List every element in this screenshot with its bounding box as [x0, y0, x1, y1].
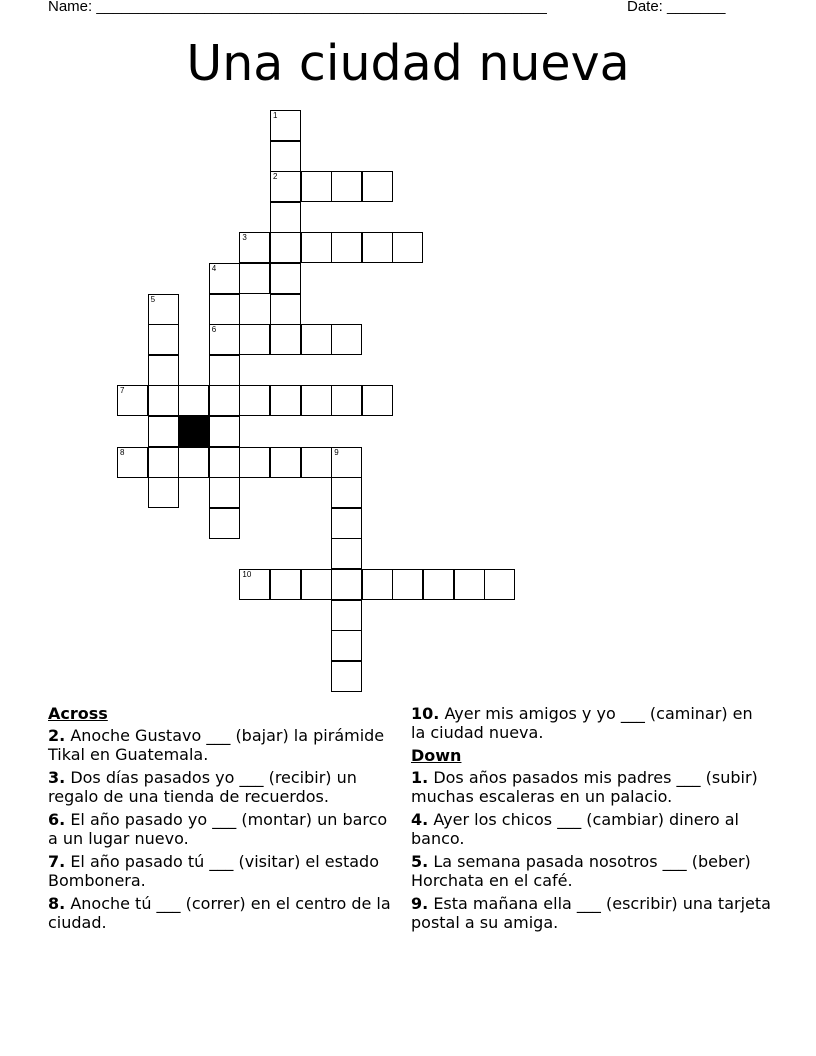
cell-number: 3: [242, 233, 247, 243]
crossword-cell[interactable]: [331, 661, 362, 692]
crossword-cell[interactable]: [117, 447, 148, 478]
crossword-cell[interactable]: [362, 569, 393, 600]
clue-text: Dos años pasados mis padres ___ (subir) muchas escaleras en un palacio.: [411, 768, 758, 806]
crossword-cell[interactable]: [117, 385, 148, 416]
clue-number: 6.: [48, 810, 66, 829]
clue-text: Dos días pasados yo ___ (recibir) un regalo de una tienda de recuerdos.: [48, 768, 357, 806]
crossword-cell[interactable]: [270, 294, 301, 325]
crossword-cell[interactable]: [301, 385, 332, 416]
crossword-cell[interactable]: [239, 263, 270, 294]
clue-text: El año pasado yo ___ (montar) un barco a un lugar nuevo.: [48, 810, 388, 848]
clues-left-column: [48, 704, 398, 936]
crossword-cell[interactable]: [209, 447, 240, 478]
crossword-cell[interactable]: [331, 508, 362, 539]
clue-down-9: [411, 894, 771, 932]
crossword-cell[interactable]: [392, 569, 423, 600]
crossword-cell[interactable]: [331, 477, 362, 508]
crossword-cell[interactable]: [270, 569, 301, 600]
crossword-cell[interactable]: [270, 202, 301, 233]
cell-number: 6: [211, 325, 217, 335]
cell-number: 1: [273, 111, 278, 120]
cell-number: 5: [150, 294, 156, 304]
crossword-cell[interactable]: [239, 324, 270, 355]
date-field-line: Date: _______: [627, 0, 726, 15]
clue-across-8: [48, 894, 398, 932]
cell-number: 7: [120, 386, 125, 396]
crossword-cell[interactable]: [270, 447, 301, 478]
cell-number: 2: [273, 172, 278, 182]
crossword-cell[interactable]: [148, 477, 179, 508]
crossword-cell[interactable]: [270, 110, 301, 141]
crossword-cell[interactable]: [392, 232, 423, 263]
crossword-cell[interactable]: [239, 232, 270, 263]
crossword-cell[interactable]: [362, 232, 393, 263]
clue-text: Esta mañana ella ___ (escribir) una tarjeta postal a su amiga.: [411, 894, 771, 932]
clue-text: El año pasado tú ___ (visitar) el estado Bombonera.: [48, 852, 379, 890]
clue-text: Anoche tú ___ (correr) en el centro de la ciudad.: [48, 894, 391, 932]
crossword-cell[interactable]: [239, 447, 270, 478]
crossword-cell[interactable]: [301, 569, 332, 600]
across-heading: Across: [48, 704, 108, 723]
down-heading: Down: [411, 746, 462, 765]
crossword-cell[interactable]: [301, 232, 332, 263]
crossword-cell[interactable]: [331, 538, 362, 569]
clue-number: 8.: [48, 894, 66, 913]
crossword-cell[interactable]: [209, 477, 240, 508]
crossword-cell[interactable]: [148, 385, 179, 416]
clue-across-10: [411, 704, 771, 742]
crossword-cell[interactable]: [362, 171, 393, 202]
clue-text: Anoche Gustavo ___ (bajar) la pirámide Tikal en Guatemala.: [48, 726, 385, 764]
name-field-line: Name: ______________________________________________________: [48, 0, 547, 15]
crossword-cell[interactable]: [331, 447, 362, 478]
crossword-cell[interactable]: [270, 385, 301, 416]
clue-across-6: [48, 810, 398, 848]
crossword-cell[interactable]: [331, 324, 362, 355]
crossword-cell[interactable]: [148, 294, 179, 325]
clue-across-3: [48, 768, 398, 806]
crossword-cell[interactable]: [239, 385, 270, 416]
crossword-cell[interactable]: [209, 385, 240, 416]
crossword-cell[interactable]: [270, 263, 301, 294]
cell-number: 9: [334, 447, 339, 457]
clue-number: 5.: [411, 852, 429, 871]
crossword-cell[interactable]: [178, 385, 209, 416]
crossword-cell[interactable]: [270, 171, 301, 202]
clue-text: Ayer los chicos ___ (cambiar) dinero al banco.: [411, 810, 739, 848]
crossword-cell[interactable]: [148, 416, 179, 447]
blocked-cell: [178, 416, 209, 447]
clues-right-column: [411, 704, 771, 936]
crossword-cell[interactable]: [362, 385, 393, 416]
crossword-cell[interactable]: [301, 171, 332, 202]
cell-number: 10: [242, 570, 252, 579]
clue-down-1: [411, 768, 771, 806]
clue-number: 3.: [48, 768, 66, 787]
clue-number: 1.: [411, 768, 429, 787]
crossword-cell[interactable]: [270, 141, 301, 172]
page-title: Una ciudad nueva: [186, 35, 630, 92]
crossword-cell[interactable]: [178, 447, 209, 478]
crossword-cell[interactable]: [148, 324, 179, 355]
crossword-cell[interactable]: [148, 355, 179, 386]
cell-number: 4: [211, 264, 217, 273]
crossword-cell[interactable]: [423, 569, 454, 600]
clue-down-4: [411, 810, 771, 848]
crossword-cell[interactable]: [209, 324, 240, 355]
crossword-cell[interactable]: [331, 385, 362, 416]
clue-number: 10.: [411, 704, 440, 723]
clue-number: 7.: [48, 852, 66, 871]
clue-across-7: [48, 852, 398, 890]
crossword-cell[interactable]: [270, 232, 301, 263]
crossword-cell[interactable]: [209, 263, 240, 294]
clue-across-2: [48, 726, 398, 764]
crossword-cell[interactable]: [331, 171, 362, 202]
clue-number: 9.: [411, 894, 429, 913]
crossword-cell[interactable]: [209, 416, 240, 447]
clue-number: 4.: [411, 810, 429, 829]
clue-text: La semana pasada nosotros ___ (beber) Horchata en el café.: [411, 852, 751, 890]
clue-text: Ayer mis amigos y yo ___ (caminar) en la ciudad nueva.: [411, 704, 753, 742]
crossword-cell[interactable]: [454, 569, 485, 600]
crossword-cell[interactable]: [301, 447, 332, 478]
crossword-cell[interactable]: [331, 630, 362, 661]
crossword-cell[interactable]: [209, 508, 240, 539]
crossword-cell[interactable]: [331, 569, 362, 600]
clue-down-5: [411, 852, 771, 890]
crossword-cell[interactable]: [331, 600, 362, 631]
crossword-cell[interactable]: [239, 569, 270, 600]
crossword-cell[interactable]: [331, 232, 362, 263]
cell-number: 8: [120, 447, 125, 457]
crossword-cell[interactable]: [484, 569, 515, 600]
crossword-cell[interactable]: [209, 355, 240, 386]
crossword-cell[interactable]: [209, 294, 240, 325]
crossword-cell[interactable]: [148, 447, 179, 478]
clue-number: 2.: [48, 726, 66, 745]
crossword-cell[interactable]: [270, 324, 301, 355]
crossword-cell[interactable]: [301, 324, 332, 355]
